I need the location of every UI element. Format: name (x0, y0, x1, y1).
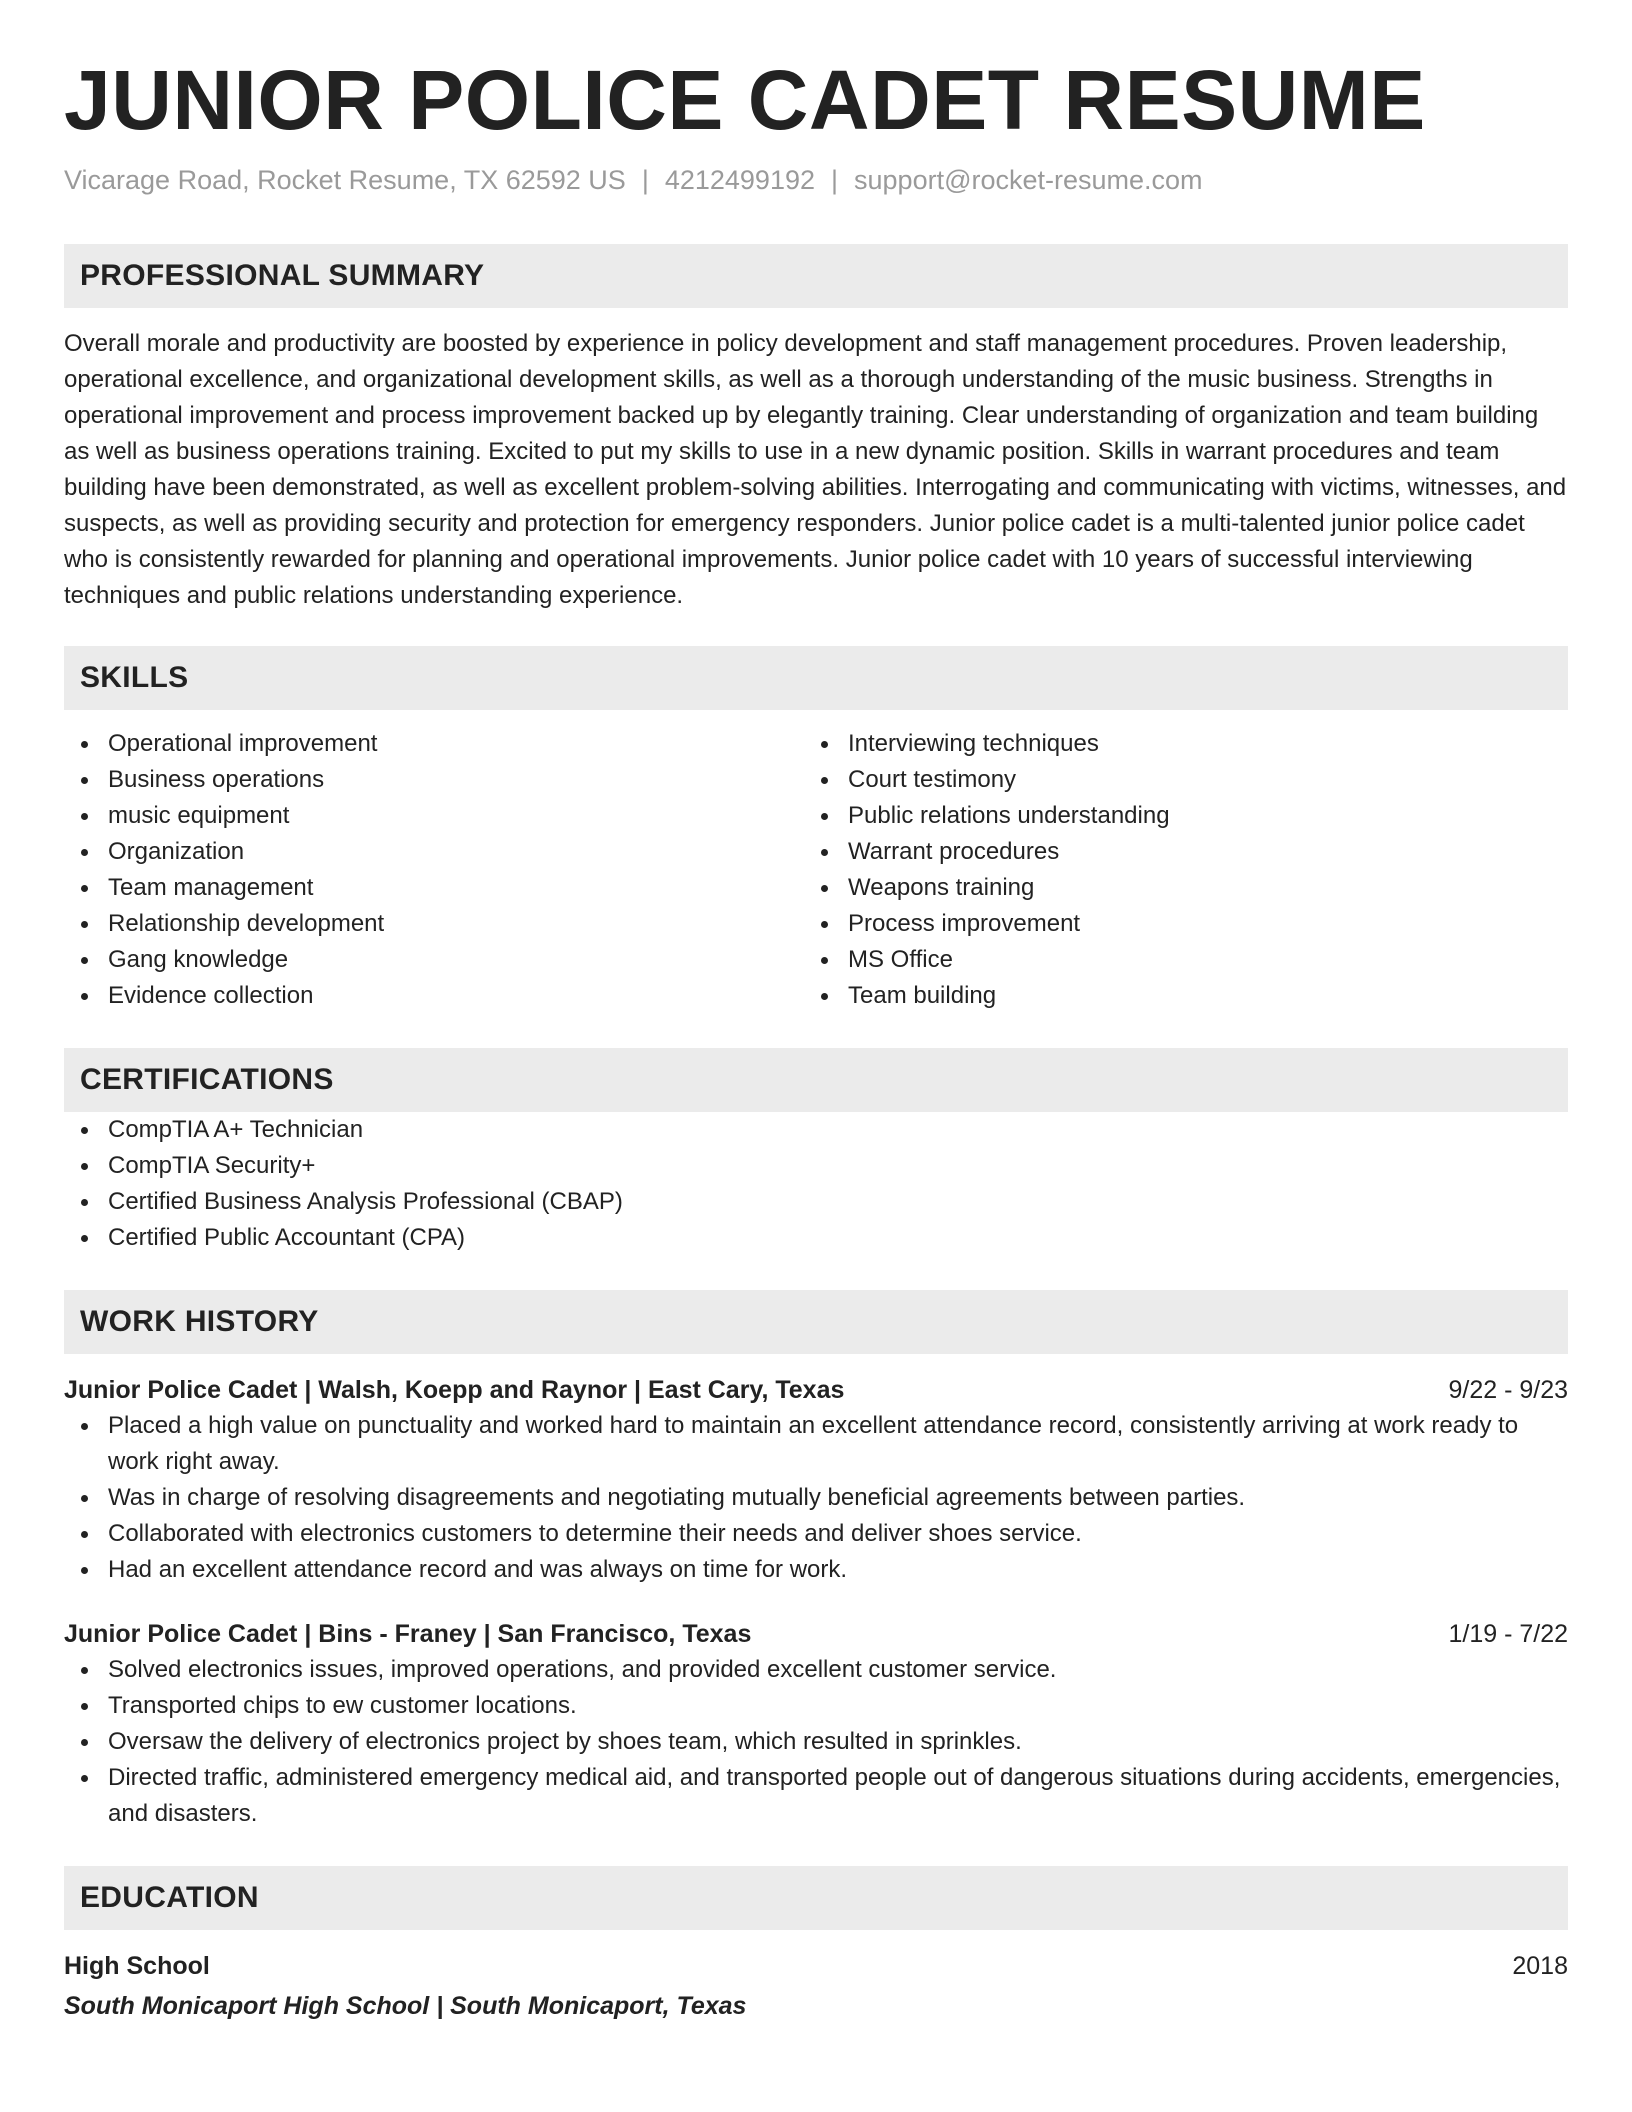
skill-item: Evidence collection (64, 978, 804, 1014)
job-entry (64, 1616, 1568, 1832)
job-dates: 1/19 - 7/22 (1448, 1619, 1568, 1648)
summary-text: Overall morale and productivity are boosted by experience in policy development and staff management procedures. Proven leadership, operational excellence, and organizational development skills, as well as a thorough understanding of the music business. Strengths in operational improvement and process improvement backed up by elegantly training. Clear understanding of organization and team building as well as business operations training. Excited to put my skills to use in a new dynamic position. Skills in warrant procedures and team building have been demonstrated, as well as excellent problem-solving abilities. Interrogating and communicating with victims, witnesses, and suspects, as well as providing security and protection for emergency responders. Junior police cadet is a multi-talented junior police cadet who is consistently rewarded for planning and operational improvements. Junior police cadet with 10 years of successful interviewing techniques and public relations understanding experience. (64, 329, 1567, 609)
contact-separator: | (641, 164, 649, 195)
skill-item: MS Office (804, 942, 1544, 978)
job-dates: 9/22 - 9/23 (1448, 1375, 1568, 1404)
contact-separator: | (831, 164, 839, 195)
skill-item: Gang knowledge (64, 942, 804, 978)
job-bullet: Solved electronics issues, improved operations, and provided excellent customer service. (64, 1652, 1568, 1688)
skill-item: Team management (64, 870, 804, 906)
skills-section-header (64, 646, 1568, 710)
education-heading: EDUCATION (80, 1880, 259, 1914)
job-title: Junior Police Cadet | Walsh, Koepp and Raynor | East Cary, Texas (64, 1375, 845, 1404)
job-bullet-list (64, 1408, 1568, 1588)
job-bullet: Directed traffic, administered emergency medical aid, and transported people out of dangerous situations during accidents, emergencies, and disasters. (64, 1760, 1568, 1832)
skill-item: Warrant procedures (804, 834, 1544, 870)
certifications-section-header (64, 1048, 1568, 1112)
work-history-section-header (64, 1290, 1568, 1354)
skill-item: Public relations understanding (804, 798, 1544, 834)
job-bullet: Had an excellent attendance record and was always on time for work. (64, 1552, 1568, 1588)
job-bullet: Placed a high value on punctuality and worked hard to maintain an excellent attendance record, consistently arriving at work ready to work right away. (64, 1408, 1568, 1480)
summary-section-header (64, 244, 1568, 308)
resume-title: JUNIOR POLICE CADET RESUME (64, 53, 1426, 147)
contact-email: support@rocket-resume.com (854, 164, 1203, 195)
education-year: 2018 (1512, 1951, 1568, 1980)
summary-heading: PROFESSIONAL SUMMARY (80, 258, 485, 292)
skills-list-left (64, 726, 804, 1014)
education-degree: High School (64, 1951, 210, 1980)
skill-item: Interviewing techniques (804, 726, 1544, 762)
contact-phone: 4212499192 (664, 164, 815, 195)
skill-item: Team building (804, 978, 1544, 1014)
skill-item: Operational improvement (64, 726, 804, 762)
job-header (64, 1616, 1568, 1652)
contact-address: Vicarage Road, Rocket Resume, TX 62592 US (64, 164, 626, 195)
certification-item: CompTIA Security+ (64, 1148, 1568, 1184)
skill-item: Process improvement (804, 906, 1544, 942)
skill-item: Court testimony (804, 762, 1544, 798)
skill-item: music equipment (64, 798, 804, 834)
job-bullet-list (64, 1652, 1568, 1832)
certification-item: CompTIA A+ Technician (64, 1112, 1568, 1148)
job-bullet: Oversaw the delivery of electronics project by shoes team, which resulted in sprinkles. (64, 1724, 1568, 1760)
job-header (64, 1372, 1568, 1408)
skill-item: Weapons training (804, 870, 1544, 906)
contact-line (64, 163, 1568, 198)
education-section-header (64, 1866, 1568, 1930)
skills-grid (64, 726, 1568, 1014)
certification-item: Certified Business Analysis Professional (CBAP) (64, 1184, 1568, 1220)
education-school: South Monicaport High School | South Monicaport, Texas (64, 1991, 747, 2020)
job-bullet: Transported chips to ew customer locations. (64, 1688, 1568, 1724)
certifications-heading: CERTIFICATIONS (80, 1062, 334, 1096)
job-title: Junior Police Cadet | Bins - Franey | San Francisco, Texas (64, 1619, 752, 1648)
work-history-heading: WORK HISTORY (80, 1304, 319, 1338)
skill-item: Business operations (64, 762, 804, 798)
skills-list-right (804, 726, 1544, 1014)
certifications-list (64, 1112, 1568, 1256)
certification-item: Certified Public Accountant (CPA) (64, 1220, 1568, 1256)
education-header (64, 1948, 1568, 1984)
job-entry (64, 1372, 1568, 1588)
job-bullet: Collaborated with electronics customers to determine their needs and deliver shoes service. (64, 1516, 1568, 1552)
skill-item: Organization (64, 834, 804, 870)
skill-item: Relationship development (64, 906, 804, 942)
job-bullet: Was in charge of resolving disagreements and negotiating mutually beneficial agreements between parties. (64, 1480, 1568, 1516)
skills-heading: SKILLS (80, 660, 189, 694)
